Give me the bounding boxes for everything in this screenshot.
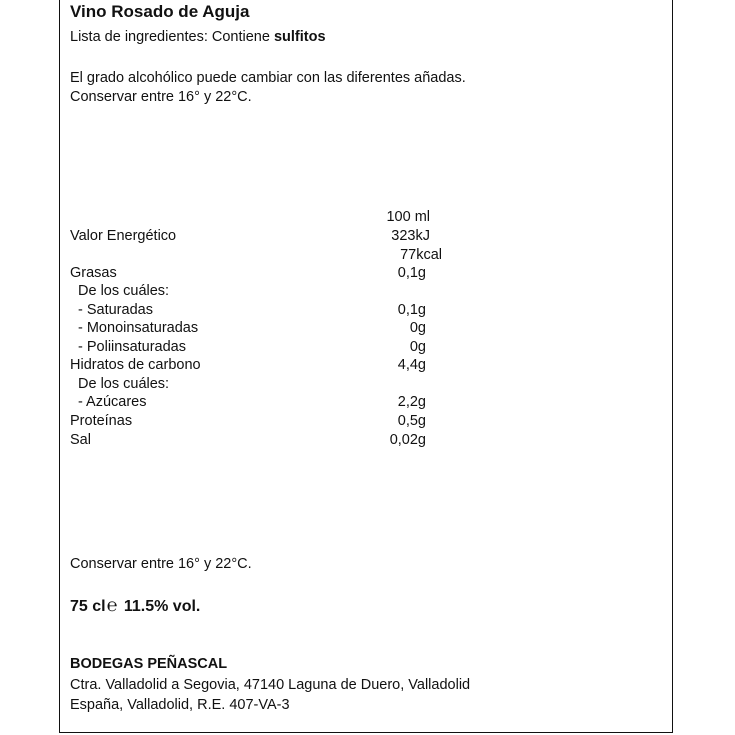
nutrition-label-energy: Valor Energético	[70, 228, 177, 244]
nutrition-label-of-which-carbs: De los cuáles:	[78, 376, 170, 392]
product-title: Vino Rosado de Aguja	[70, 2, 250, 21]
nutrition-label-polyunsaturated: - Poliinsaturadas	[78, 339, 186, 355]
note-storage: Conservar entre 16° y 22°C.	[70, 89, 252, 105]
note-alcohol-variation: El grado alcohólico puede cambiar con las diferentes añadas.	[70, 70, 466, 86]
volume-line	[70, 596, 200, 616]
nutrition-value-fat: 0,1g	[397, 265, 426, 281]
volume-amount: 75 cl	[70, 598, 106, 615]
nutrition-label-salt: Sal	[70, 432, 91, 448]
ingredients-prefix: Lista de ingredientes: Contiene	[70, 29, 274, 45]
nutrition-value-sugars: 2,2g	[397, 394, 426, 410]
nutrition-label-sugars: - Azúcares	[78, 394, 147, 410]
producer-address-line-1: Ctra. Valladolid a Segovia, 47140 Laguna de Duero, Valladolid	[70, 677, 471, 693]
nutrition-value-kj: 323kJ	[391, 228, 430, 244]
nutrition-value-saturated: 0,1g	[397, 302, 426, 318]
nutrition-label-saturated: - Saturadas	[78, 302, 153, 318]
nutrition-label-carbohydrates: Hidratos de carbono	[70, 357, 201, 373]
storage-instruction: Conservar entre 16° y 22°C.	[70, 556, 252, 572]
nutrition-value-carbohydrates: 4,4g	[397, 357, 426, 373]
nutrition-label-of-which-fat: De los cuáles:	[78, 283, 170, 299]
ingredients-line	[70, 28, 326, 46]
alcohol-content: 11.5% vol.	[123, 598, 201, 615]
producer-name: BODEGAS PEÑASCAL	[70, 656, 228, 672]
estimated-e-icon: ℮	[106, 595, 118, 615]
nutrition-value-monounsaturated: 0g	[409, 320, 426, 336]
nutrition-label-protein: Proteínas	[70, 413, 133, 429]
producer-address-line-2: España, Valladolid, R.E. 407-VA-3	[70, 697, 290, 713]
nutrition-value-salt: 0,02g	[389, 432, 426, 448]
nutrition-value-protein: 0,5g	[397, 413, 426, 429]
nutrition-value-kcal: 77kcal	[400, 247, 442, 263]
nutrition-label-fat: Grasas	[70, 265, 117, 281]
nutrition-label-monounsaturated: - Monoinsaturadas	[78, 320, 199, 336]
nutrition-header: 100 ml	[386, 209, 430, 225]
allergen-sulfitos: sulfitos	[273, 29, 326, 45]
nutrition-value-polyunsaturated: 0g	[409, 339, 426, 355]
